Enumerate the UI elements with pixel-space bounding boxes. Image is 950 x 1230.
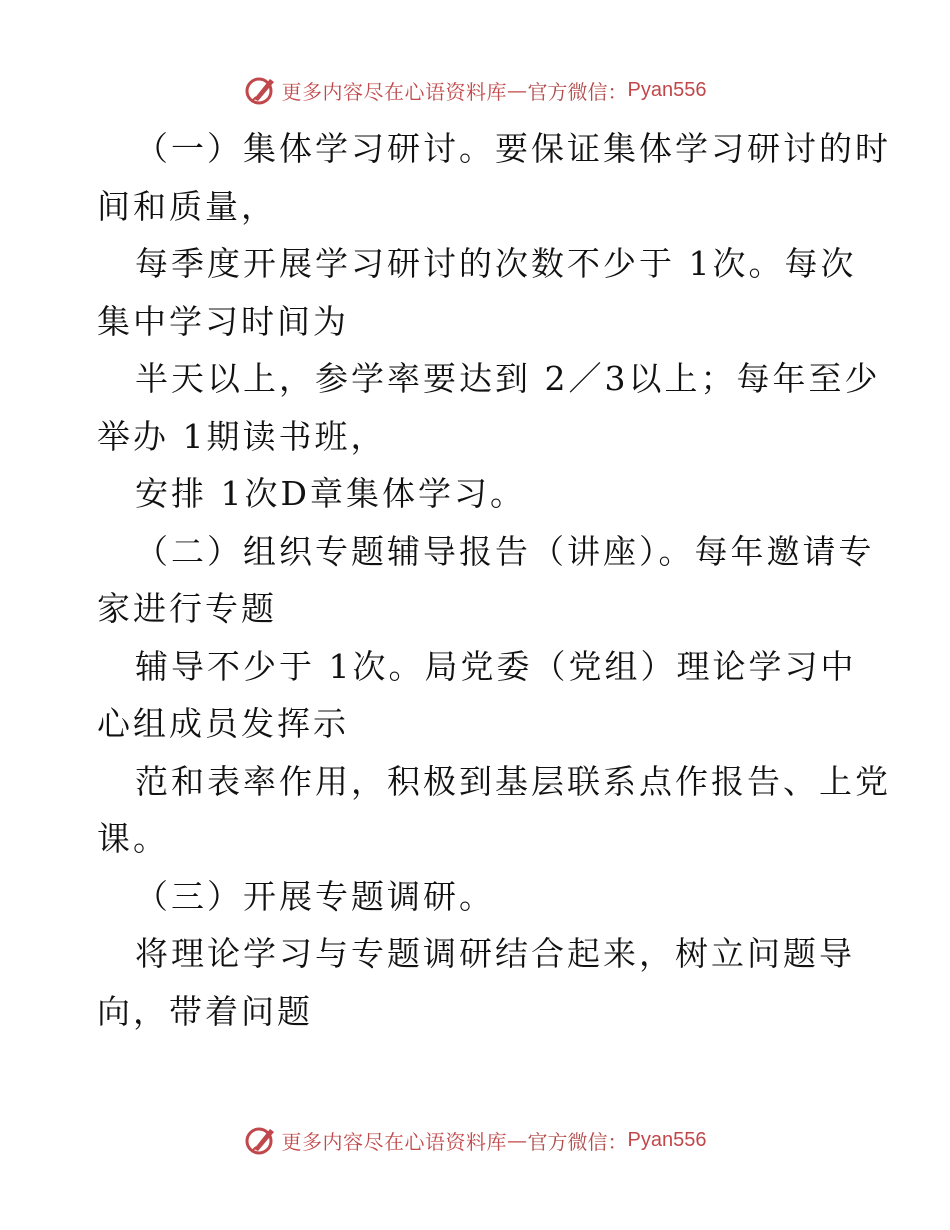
paragraph-line: 集中学习时间为 bbox=[97, 301, 349, 341]
paragraph-line: 每季度开展学习研讨的次数不少于 1次。每次 bbox=[135, 244, 857, 283]
paragraph-line: （一）集体学习研讨。要保证集体学习研讨的时 bbox=[135, 129, 891, 168]
watermark-official: 官方微信： bbox=[527, 79, 628, 104]
watermark-separator: — bbox=[507, 1128, 528, 1152]
paragraph-line: （三）开展专题调研。 bbox=[135, 876, 495, 916]
watermark-handle: Pyan556 bbox=[627, 1128, 707, 1151]
watermark-official: 官方微信： bbox=[527, 1129, 628, 1154]
paragraph-line: 心组成员发挥示 bbox=[97, 704, 349, 743]
paragraph-line: 家进行专题 bbox=[97, 589, 277, 628]
paragraph-line: （二）组织专题辅导报告（讲座）。每年邀请专 bbox=[135, 531, 875, 571]
footer-watermark bbox=[0, 1120, 950, 1160]
paragraph-line: 安排 1次D章集体学习。 bbox=[135, 474, 526, 513]
paragraph-line: 将理论学习与专题调研结合起来，树立问题导 bbox=[135, 934, 855, 973]
quill-logo-icon bbox=[244, 73, 278, 107]
paragraph-line: 举办 1期读书班， bbox=[97, 416, 387, 456]
paragraph-line: 课。 bbox=[97, 819, 169, 858]
paragraph-line: 半天以上，参学率要达到 2／3以上；每年至少 bbox=[135, 359, 881, 398]
paragraph-line: 辅导不少于 1次。局党委（党组）理论学习中 bbox=[135, 646, 857, 686]
paragraph-line: 范和表率作用，积极到基层联系点作报告、上党 bbox=[135, 761, 891, 801]
watermark-handle: Pyan556 bbox=[627, 78, 707, 101]
watermark-brand: 更多内容尽在心语资料库 bbox=[281, 79, 508, 104]
paragraph-line: 间和质量， bbox=[97, 186, 277, 226]
quill-logo-icon bbox=[244, 1123, 278, 1157]
document-body bbox=[97, 120, 891, 1040]
paragraph-line: 向，带着问题 bbox=[97, 991, 313, 1031]
watermark-brand: 更多内容尽在心语资料库 bbox=[281, 1129, 508, 1154]
watermark-separator: — bbox=[507, 78, 528, 102]
header-watermark bbox=[0, 70, 950, 110]
